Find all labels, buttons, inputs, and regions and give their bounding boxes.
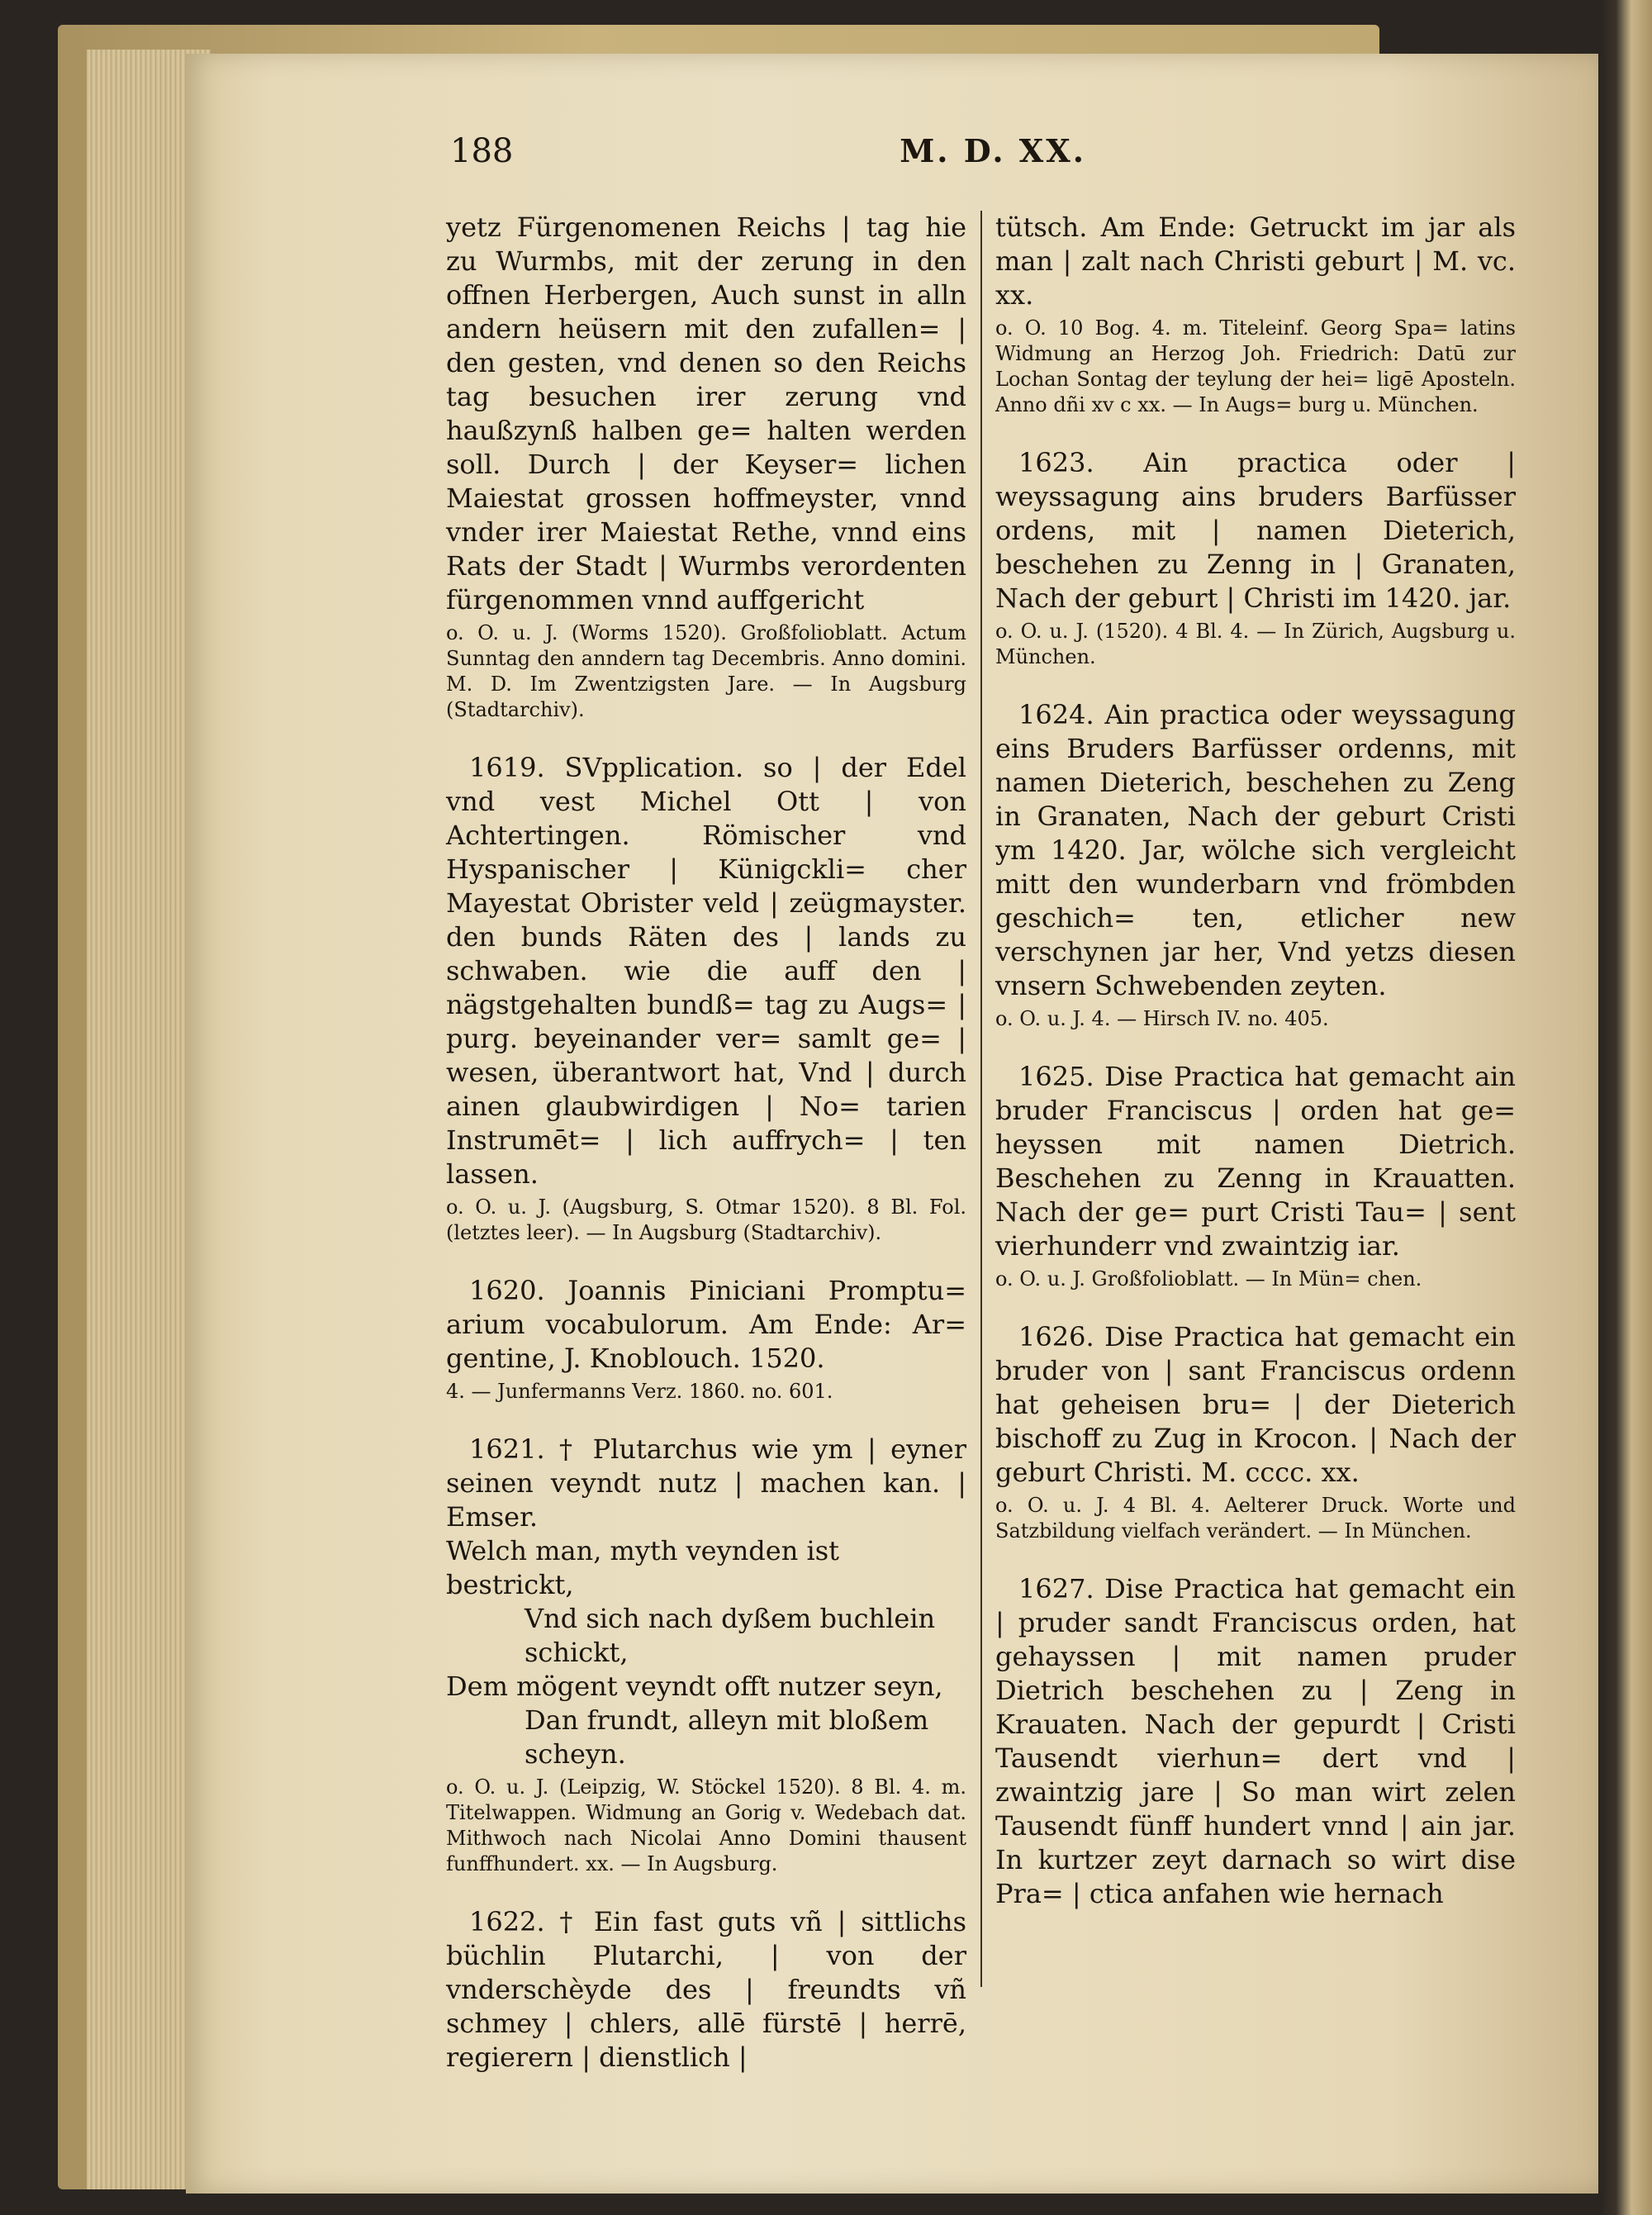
entry-1621 xyxy=(446,1433,966,1877)
entry-1622 xyxy=(446,1905,966,2075)
entry-1626 xyxy=(995,1320,1516,1544)
entry-text: 1622. † Ein fast guts vñ | sittlichs büchlin Plutarchi, | von der vnderschèyde des | freundts vñ schmey | chlers, allē fürstē | herrē, regierern | dienstlich | xyxy=(446,1906,966,2073)
entry-text: 1620. Joannis Piniciani Promptu= arium vocabulorum. Am Ende: Ar= gentine, J. Knoblouch. 1520. xyxy=(446,1275,966,1374)
entry-note: o. O. u. J. (1520). 4 Bl. 4. — In Zürich, Augsburg u. München. xyxy=(995,620,1516,668)
entry-1620 xyxy=(446,1274,966,1405)
entry-text: tütsch. Am Ende: Getruckt im jar als man | zalt nach Christi geburt | M. vc. xx. xyxy=(995,212,1516,311)
verse-line: Dem mögent veyndt offt nutzer seyn, xyxy=(446,1671,943,1702)
verse-line: Dan frundt, alleyn mit bloßem scheyn. xyxy=(525,1704,929,1770)
entry-1627 xyxy=(995,1572,1516,1911)
entry-note: o. O. u. J. (Augsburg, S. Otmar 1520). 8 Bl. Fol. (letztes leer). — In Augsburg (Stadtarchiv). xyxy=(446,1195,966,1244)
verse-line: Welch man, myth veynden ist bestrickt, xyxy=(446,1535,840,1600)
page-header xyxy=(450,132,1086,173)
page-number: 188 xyxy=(450,132,514,170)
left-column xyxy=(446,211,966,2103)
verse-block xyxy=(446,1534,966,1771)
entry-1622-continued xyxy=(995,211,1516,418)
entry-note: o. O. u. J. 4. — Hirsch IV. no. 405. xyxy=(995,1007,1329,1030)
entry-text: 1625. Dise Practica hat gemacht ain bruder Franciscus | orden hat ge= heyssen mit namen Dietrich. Beschehen zu Zenng in Krauatten. Nach der ge= purt Cristi Tau= | sent vierhunderr vnd zwaintzig iar. xyxy=(995,1061,1516,1262)
entry-text: yetz Fürgenomenen Reichs | tag hie zu Wurmbs, mit der zerung in den offnen Herbergen, Auch sunst in alln andern heüsern mit den zufallen= | den gesten, vnd denen so den Reichs tag besuchen irer zerung vnd haußzynß halben ge= halten werden soll. Durch | der Keyser= lichen Maiestat grossen hoffmeyster, vnnd vnder irer Maiestat Rethe, vnnd eins Rats der Stadt | Wurmbs verordenten fürgenommen vnnd auffgericht xyxy=(446,212,966,616)
running-title: M. D. XX. xyxy=(900,132,1086,169)
verse-line: Vnd sich nach dyßem buchlein schickt, xyxy=(525,1603,936,1668)
entry-text: 1626. Dise Practica hat gemacht ein bruder von | sant Franciscus ordenn hat geheisen bru= | der Dieterich bischoff zu Zug in Krocon. | Nach der geburt Christi. M. cccc. xx. xyxy=(995,1321,1516,1488)
entry-note: o. O. u. J. (Worms 1520). Großfolioblatt. Actum Sunntag den anndern tag Decembris. Anno domini. M. D. Im Zwentzigsten Jare. — In Augsburg (Stadtarchiv). xyxy=(446,621,966,721)
entry-note: o. O. 10 Bog. 4. m. Titeleinf. Georg Spa= latins Widmung an Herzog Joh. Friedrich: Datū zur Lochan Sontag der teylung der hei= ligē Aposteln. Anno dñi xv c xx. — In Augs= burg u. München. xyxy=(995,316,1516,416)
entry-1619 xyxy=(446,751,966,1246)
entry-1624 xyxy=(995,698,1516,1032)
entry-1623 xyxy=(995,446,1516,670)
right-column xyxy=(995,211,1516,1939)
facing-page-edge xyxy=(1601,0,1652,2215)
entry-text: 1627. Dise Practica hat gemacht ein | pruder sandt Franciscus orden, hat gehayssen | mit namen pruder Dietrich beschehen zu | Zeng in Krauaten. Nach der gepurdt | Cristi Tausendt vierhun= dert vnd | zwaintzig jare | So man wirt zelen Tausendt fünff hundert vnnd | ain jar. In kurtzer zeyt darnach so wirt dise Pra= | ctica anfahen wie hernach xyxy=(995,1573,1516,1909)
entry-text: 1623. Ain practica oder | weyssagung ains bruders Barfüsser ordens, mit | namen Dieterich, beschehen zu Zenng in | Granaten, Nach der geburt | Christi im 1420. jar. xyxy=(995,447,1516,614)
entry-text: 1624. Ain practica oder weyssagung eins Bruders Barfüsser ordenns, mit namen Dieterich, beschehen zu Zeng in Granaten, Nach der geburt Cristi ym 1420. Jar, wölche sich vergleicht mitt den wunderbarn vnd frömbden geschich= ten, etlicher new verschynen jar her, Vnd yetzs diesen vnsern Schwebenden zeyten. xyxy=(995,699,1516,1001)
entry-text: 1621. † Plutarchus wie ym | eyner seinen veyndt nutz | machen kan. | Emser. xyxy=(446,1433,966,1533)
entry-note: o. O. u. J. 4 Bl. 4. Aelterer Druck. Worte und Satzbildung vielfach verändert. — In München. xyxy=(995,1494,1516,1542)
entry-note: o. O. u. J. Großfolioblatt. — In Mün= chen. xyxy=(995,1267,1422,1290)
entry-1625 xyxy=(995,1060,1516,1292)
entry-note: o. O. u. J. (Leipzig, W. Stöckel 1520). 8 Bl. 4. m. Titelwappen. Widmung an Gorig v. Wedebach dat. Mithwoch nach Nicolai Anno Domini thausent funffhundert. xx. — In Augsburg. xyxy=(446,1775,966,1875)
column-divider xyxy=(980,211,982,1987)
entry-continued xyxy=(446,211,966,723)
entry-note: 4. — Junfermanns Verz. 1860. no. 601. xyxy=(446,1380,833,1403)
entry-text: 1619. SVpplication. so | der Edel vnd vest Michel Ott | von Achtertingen. Römischer vnd Hyspanischer | Künigckli= cher Mayestat Obrister veld | zeügmayster. den bunds Räten des | lands zu schwaben. wie die auff den | nägstgehalten bundß= tag zu Augs= | purg. beyeinander ver= samlt ge= | wesen, überantwort hat, Vnd | durch ainen glaubwirdigen | No= tarien Instrumēt= | lich auffrych= | ten lassen. xyxy=(446,752,966,1190)
